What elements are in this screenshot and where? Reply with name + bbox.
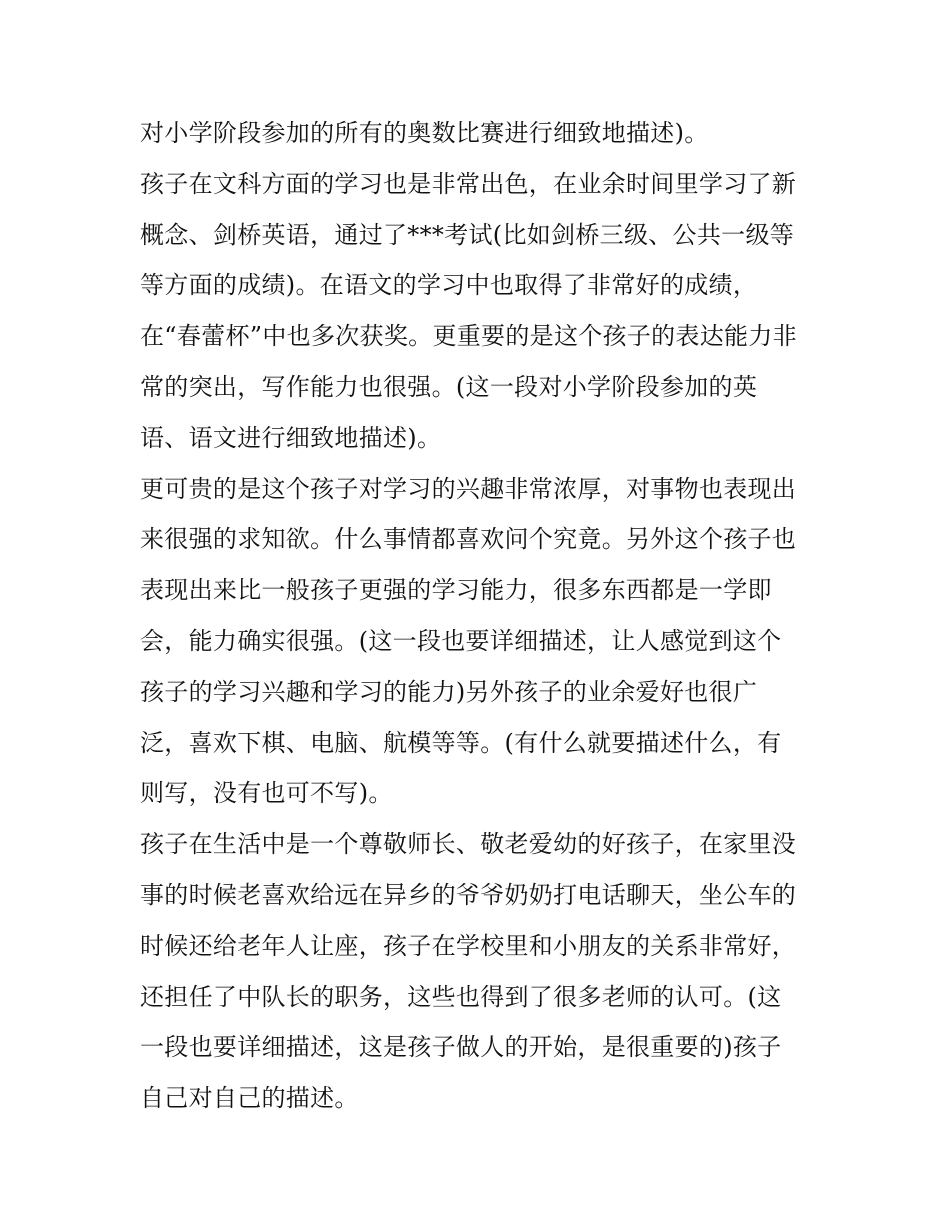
text-line: 来很强的求知欲。什么事情都喜欢问个究竟。另外这个孩子也 xyxy=(140,525,797,554)
text-line: 时候还给老年人让座，孩子在学校里和小朋友的关系非常好， xyxy=(140,931,797,960)
text-line: 会，能力确实很强。(这一段也要详细描述，让人感觉到这个 xyxy=(140,626,782,655)
text-line: 等方面的成绩)。在语文的学习中也取得了非常好的成绩， xyxy=(140,271,758,300)
text-line: 还担任了中队长的职务，这些也得到了很多老师的认可。(这 xyxy=(140,982,782,1011)
text-line: 对小学阶段参加的所有的奥数比赛进行细致地描述)。 xyxy=(140,119,709,147)
text-line: 孩子的学习兴趣和学习的能力)另外孩子的业余爱好也很广 xyxy=(140,677,758,706)
text-line: 泛，喜欢下棋、电脑、航模等等。(有什么就要描述什么，有 xyxy=(140,728,782,757)
text-line: 孩子在生活中是一个尊敬师长、敬老爱幼的好孩子，在家里没 xyxy=(140,830,797,859)
text-line: 概念、剑桥英语，通过了***考试(比如剑桥三级、公共一级等 xyxy=(140,220,795,249)
text-line: 表现出来比一般孩子更强的学习能力，很多东西都是一学即 xyxy=(140,576,772,605)
text-line: 一段也要详细描述，这是孩子做人的开始，是很重要的)孩子 xyxy=(140,1033,782,1062)
text-line: 孩子在文科方面的学习也是非常出色，在业余时间里学习了新 xyxy=(140,169,797,198)
text-line: 事的时候老喜欢给远在异乡的爷爷奶奶打电话聊天，坐公车的 xyxy=(140,880,797,909)
text-line: 语、语文进行细致地描述)。 xyxy=(140,423,442,452)
text-line: 常的突出，写作能力也很强。(这一段对小学阶段参加的英 xyxy=(140,372,758,401)
text-line: 则写，没有也可不写)。 xyxy=(140,779,393,808)
text-line: 更可贵的是这个孩子对学习的兴趣非常浓厚，对事物也表现出 xyxy=(140,474,797,503)
body-text xyxy=(140,108,820,1124)
text-line: 自己对自己的描述。 xyxy=(140,1084,359,1113)
text-line: 在“春蕾杯”中也多次获奖。更重要的是这个孩子的表达能力非 xyxy=(140,322,797,351)
